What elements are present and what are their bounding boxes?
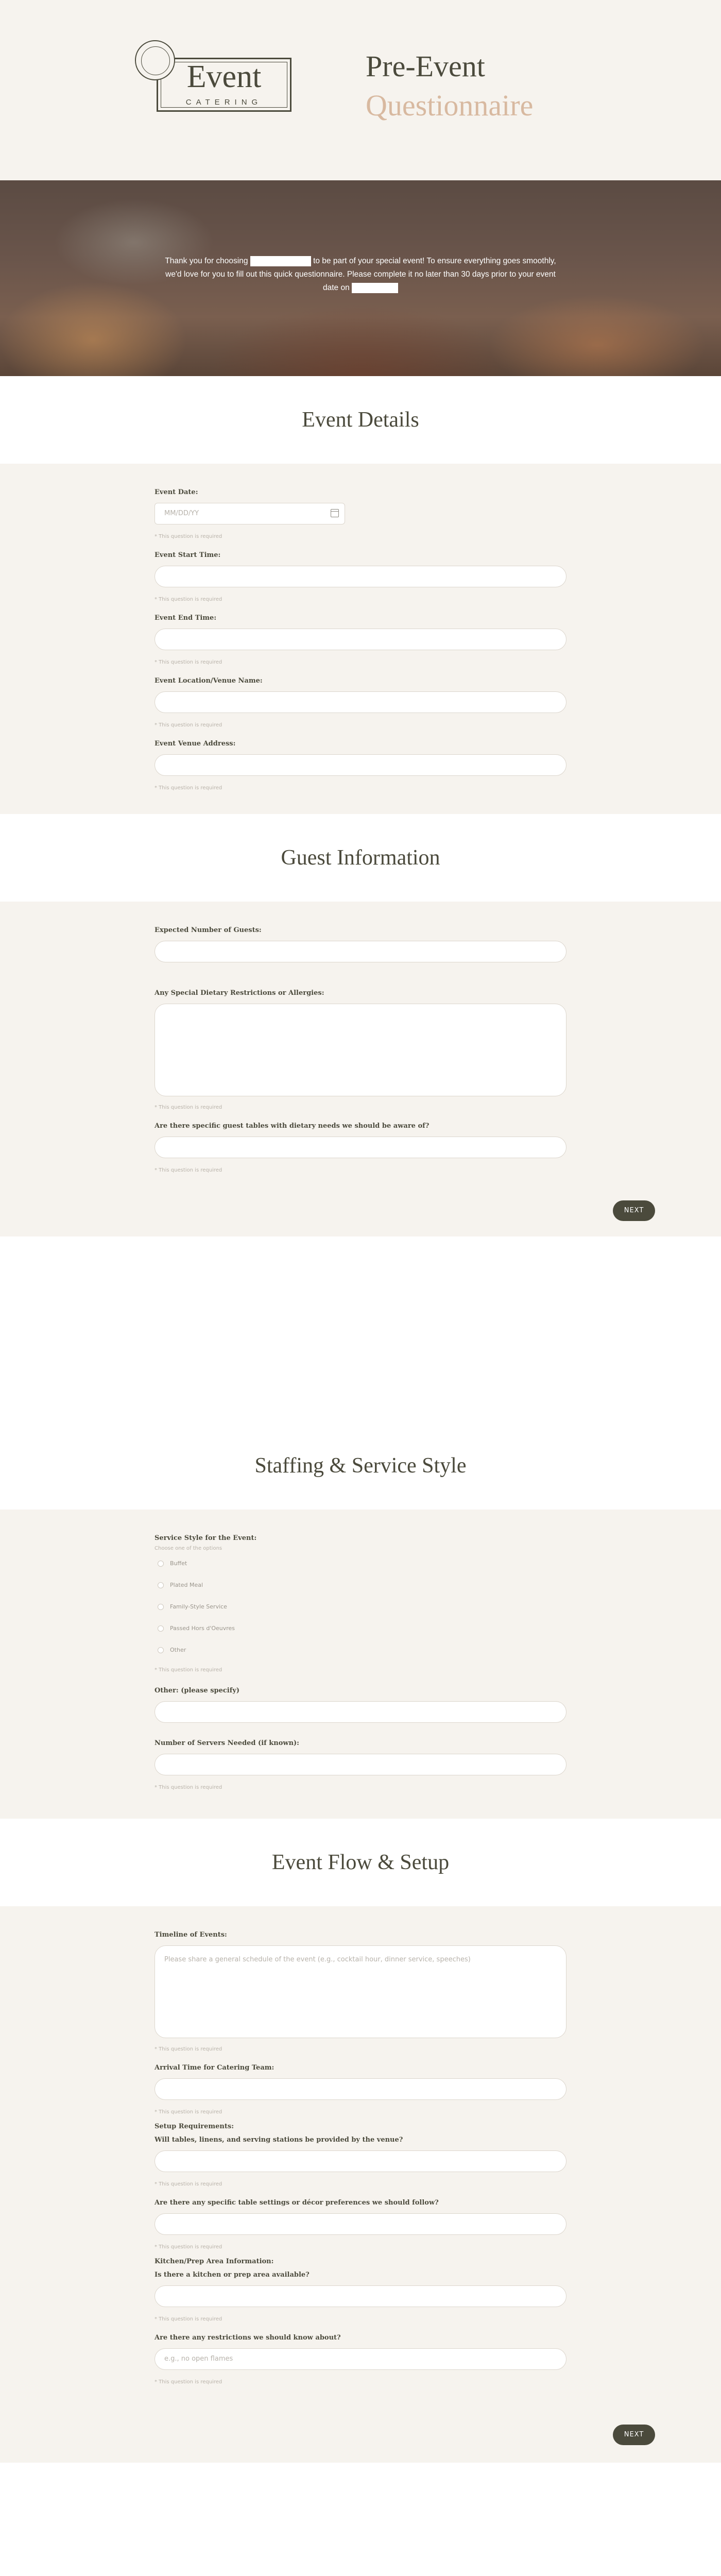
required-note: * This question is required — [154, 2316, 222, 2322]
logo-subtitle: CATERING — [185, 98, 263, 107]
service-style-label: Service Style for the Event: — [154, 1534, 257, 1542]
next-button[interactable]: NEXT — [613, 2425, 655, 2445]
restrictions-label: Are there any restrictions we should know about? — [154, 2334, 341, 2342]
dietary-label: Any Special Dietary Restrictions or Allergies: — [154, 989, 324, 997]
radio-circle-icon — [158, 1604, 164, 1610]
restrictions-input[interactable]: e.g., no open flames — [154, 2348, 566, 2370]
calendar-icon — [331, 509, 339, 517]
venue-address-input[interactable] — [154, 754, 566, 776]
timeline-textarea[interactable]: Please share a general schedule of the event (e.g., cocktail hour, dinner service, speeches) — [154, 1945, 566, 2038]
table-settings-input[interactable] — [154, 2213, 566, 2235]
dietary-textarea[interactable] — [154, 1004, 566, 1096]
other-style-input[interactable] — [154, 1701, 566, 1723]
servers-label: Number of Servers Needed (if known): — [154, 1739, 299, 1747]
page-title: Pre-Event — [366, 49, 485, 83]
hero-highlight-date — [352, 283, 398, 293]
end-time-label: Event End Time: — [154, 614, 217, 622]
required-note: * This question is required — [154, 534, 222, 539]
timeline-label: Timeline of Events: — [154, 1931, 227, 1939]
top-header — [0, 0, 721, 180]
linens-input[interactable] — [154, 2150, 566, 2172]
kitchen-label: Is there a kitchen or prep area available? — [154, 2271, 310, 2279]
required-note: * This question is required — [154, 1105, 222, 1110]
hero-text-part2: to be part of your special event! To ensure everything goes smoothly, we'd love for you to fill out this quick questionnaire. Please complete it no later than 30 days prior to your event date on — [165, 257, 556, 292]
event-date-input[interactable]: MM/DD/YY — [154, 503, 345, 524]
required-note: * This question is required — [154, 2379, 222, 2385]
venue-name-label: Event Location/Venue Name: — [154, 677, 263, 685]
servers-input[interactable] — [154, 1754, 566, 1775]
required-note: * This question is required — [154, 2046, 222, 2052]
venue-address-label: Event Venue Address: — [154, 740, 236, 748]
calendar-button[interactable] — [323, 503, 345, 524]
section-guest-information — [0, 902, 721, 1236]
required-note: * This question is required — [154, 2109, 222, 2115]
section-title-event-details: Event Details — [0, 376, 721, 464]
hero-intro-text — [157, 255, 564, 295]
other-style-label: Other: (please specify) — [154, 1687, 240, 1694]
kitchen-input[interactable] — [154, 2285, 566, 2307]
hero-text-part1: Thank you for choosing — [165, 257, 248, 265]
page-break-spacer — [0, 1236, 721, 1422]
table-settings-label: Are there any specific table settings or décor preferences we should follow? — [154, 2199, 439, 2207]
arrival-label: Arrival Time for Catering Team: — [154, 2064, 274, 2072]
page-subtitle: Questionnaire — [366, 89, 534, 122]
required-note: * This question is required — [154, 597, 222, 602]
section-event-flow — [0, 1906, 721, 2463]
required-note: * This question is required — [154, 2181, 222, 2187]
radio-circle-icon — [158, 1647, 164, 1653]
required-note: * This question is required — [154, 2244, 222, 2250]
page-break-spacer — [0, 2463, 721, 2576]
required-note: * This question is required — [154, 1785, 222, 1790]
end-time-input[interactable] — [154, 629, 566, 650]
setup-heading: Setup Requirements: — [154, 2123, 234, 2130]
seating-input[interactable] — [154, 1137, 566, 1158]
guests-input[interactable] — [154, 941, 566, 962]
start-time-label: Event Start Time: — [154, 551, 221, 559]
section-title-event-flow: Event Flow & Setup — [0, 1819, 721, 1906]
logo-word: Event — [186, 59, 262, 94]
guests-label: Expected Number of Guests: — [154, 926, 262, 934]
start-time-input[interactable] — [154, 566, 566, 587]
service-style-help: Choose one of the options — [154, 1546, 222, 1551]
linens-label: Will tables, linens, and serving stations be provided by the venue? — [154, 2136, 403, 2144]
required-note: * This question is required — [154, 1667, 222, 1673]
hero-highlight-company — [250, 256, 311, 266]
radio-circle-icon — [158, 1561, 164, 1567]
section-title-staffing: Staffing & Service Style — [0, 1422, 721, 1510]
section-event-details — [0, 464, 721, 814]
radio-circle-icon — [158, 1582, 164, 1588]
venue-name-input[interactable] — [154, 691, 566, 713]
required-note: * This question is required — [154, 659, 222, 665]
section-staffing: Service Style for the Event: Choose one of the options Buffet Plated Meal Family-Style Service Passed Hors d'Oeuvres Other * This question is required Other: (please specify) Number of Servers Needed (if known): * This question is required — [0, 1510, 721, 1819]
required-note: * This question is required — [154, 785, 222, 791]
section-title-guest-information: Guest Information — [0, 814, 721, 902]
required-note: * This question is required — [154, 722, 222, 728]
kitchen-heading: Kitchen/Prep Area Information: — [154, 2258, 274, 2265]
brand-logo — [135, 40, 295, 117]
seating-label: Are there specific guest tables with dietary needs we should be aware of? — [154, 1122, 430, 1130]
arrival-input[interactable] — [154, 2078, 566, 2100]
event-date-label: Event Date: — [154, 488, 198, 496]
hero-banner — [0, 180, 721, 376]
next-button[interactable]: NEXT — [613, 1200, 655, 1221]
radio-circle-icon — [158, 1625, 164, 1632]
required-note: * This question is required — [154, 1167, 222, 1173]
